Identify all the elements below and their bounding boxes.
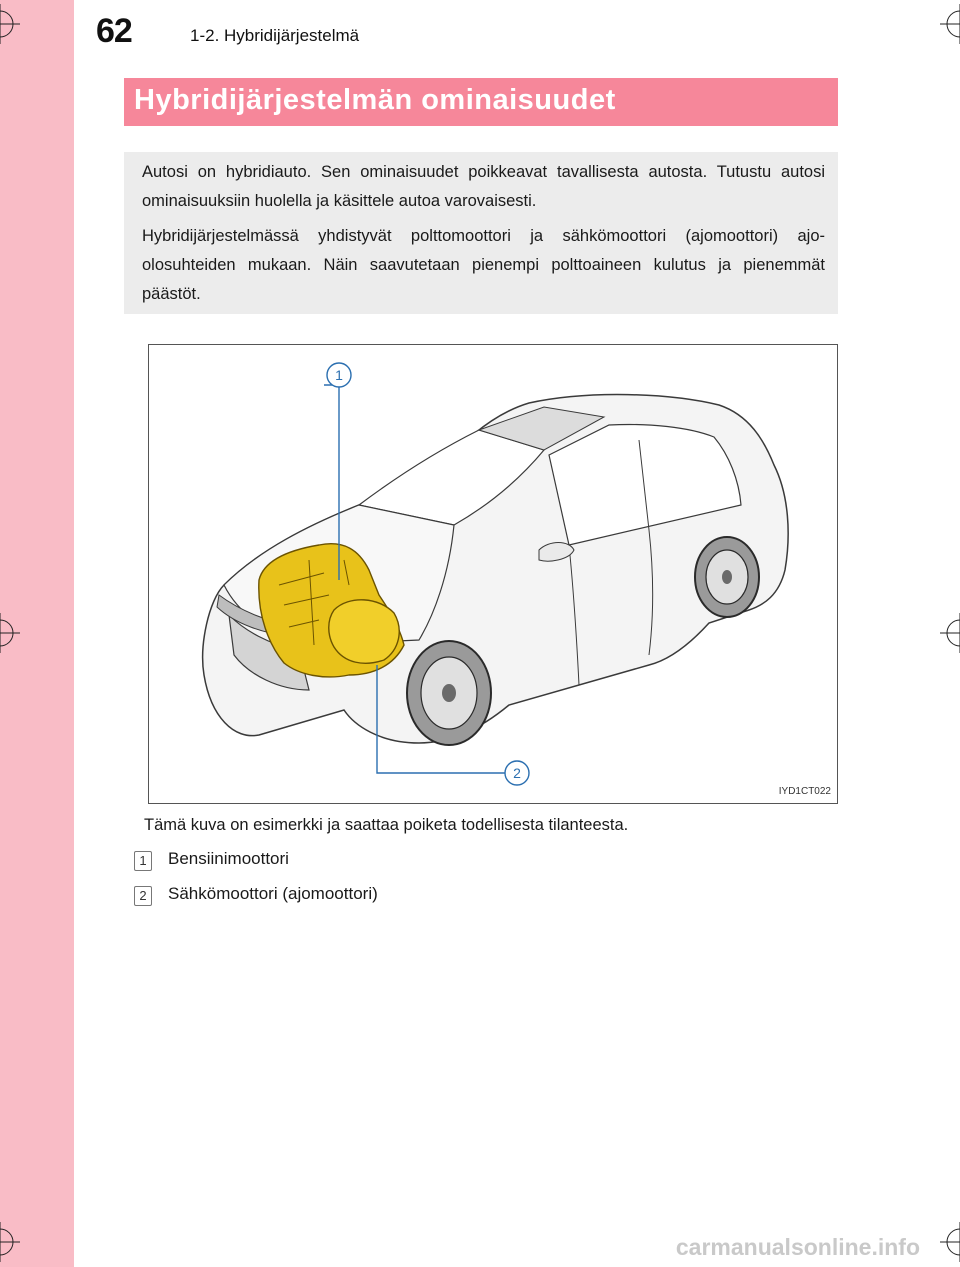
legend-label: Sähkömoottori (ajomoottori) xyxy=(168,884,378,903)
intro-paragraph: Autosi on hybridiauto. Sen ominaisuudet poikkeavat tavallisesta autosta. Tutustu autosi ominaisuuksiin huolella ja käsittele autoa varovaisesti. xyxy=(142,163,825,210)
callout-number: 2 xyxy=(513,765,521,781)
callout-number: 1 xyxy=(335,367,343,383)
watermark[interactable]: carmanualsonline.info xyxy=(675,1234,920,1260)
page-number: 62 xyxy=(96,12,132,50)
registration-mark-icon xyxy=(940,1222,960,1262)
registration-mark-icon xyxy=(0,4,20,44)
legend-label: Bensiinimoottori xyxy=(168,849,289,868)
title-bar xyxy=(124,78,838,126)
figure-code: IYD1CT022 xyxy=(778,786,831,797)
intro-paragraph: Hybridijärjestelmässä yhdistyvät polttomoottori ja sähkömoottori (ajomoottori) ajo-olosuhteiden mukaan. Näin saavutetaan pienempi polttoaineen kulutus ja pienemmät päästöt. xyxy=(142,227,825,303)
page-title: Hybridijärjestelmän ominaisuudet xyxy=(134,84,616,116)
legend-number-badge: 2 xyxy=(134,886,152,906)
figure-caption: Tämä kuva on esimerkki ja saattaa poiketa todellisesta tilanteesta. xyxy=(144,816,629,834)
intro-box xyxy=(124,152,838,314)
hybrid-car-illustration xyxy=(149,345,837,803)
registration-mark-icon xyxy=(0,613,20,653)
section-label: 1-2. Hybridijärjestelmä xyxy=(190,26,360,45)
electric-motor xyxy=(329,600,399,664)
registration-mark-icon xyxy=(940,4,960,44)
registration-mark-icon xyxy=(0,1222,20,1262)
registration-mark-icon xyxy=(940,613,960,653)
car-illustration-figure xyxy=(148,344,838,804)
legend-number-badge: 1 xyxy=(134,851,152,871)
